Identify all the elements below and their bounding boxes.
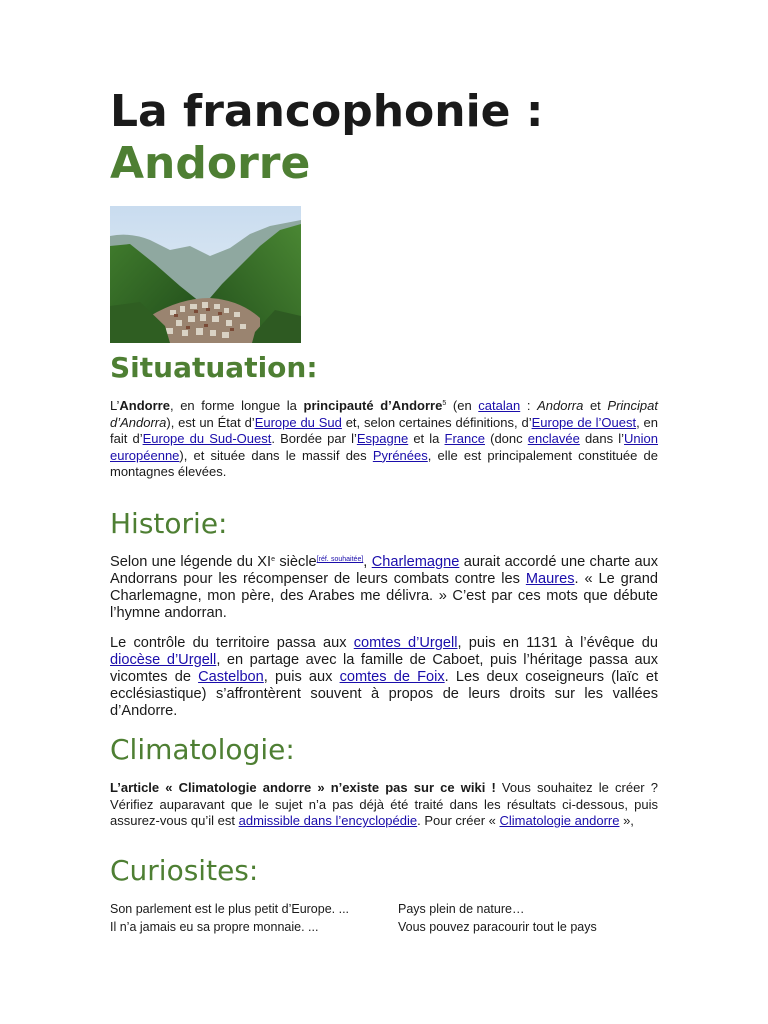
list-item: Pays plein de nature…	[398, 902, 525, 916]
list-item: Son parlement est le plus petit d’Europe. ...	[110, 902, 350, 916]
ref-souhaitee-link[interactable]: [réf. souhaitée]	[316, 556, 364, 563]
title-line-1: La francophonie :	[110, 86, 544, 137]
link-maures[interactable]: Maures	[525, 571, 575, 587]
link-enclavee[interactable]: enclavée	[527, 431, 580, 446]
principaute-bold: principauté d’Andorre	[303, 398, 443, 413]
link-diocese-d-urgell[interactable]: diocèse d’Urgell	[110, 652, 217, 668]
historie-paragraph-1: Selon une légende du XIe siècle[réf. souhaitée], Charlemagne aurait accordé une charte aux Andorrans pour les récompenser de leurs combats contre les Maures. « Le grand Charlemagne, mon père, des Arabes me délivra. » C’est par ces mots que débute l’hymne andorran.	[110, 554, 659, 621]
footnote-ref[interactable]: 5	[442, 400, 447, 407]
link-admissible-encyclopedie[interactable]: admissible dans l’encyclopédie	[238, 813, 418, 828]
section-heading-climatologie: Climatologie:	[110, 733, 295, 766]
link-europe-du-sud[interactable]: Europe du Sud	[254, 414, 342, 430]
link-union-europeenne[interactable]: Union européenne	[110, 431, 659, 463]
situation-paragraph: L’Andorre, en forme longue la principauté d’Andorre$^5$ (en catalan : Andorra et Principat d’Andorra), est un État d’Europe du Sud et, selon certaines définitions, d’Europe de l’Ouest, en fait d’Europe du Sud-Ouest. Bordée par l’Espagne et la France (donc enclavée dans l’Union européenne), et située dans le massif des Pyrénées, elle est principalement constituée de montagnes élevées.	[110, 398, 659, 479]
link-comtes-d-urgell[interactable]: comtes d’Urgell	[353, 635, 458, 651]
title-line-2: Andorre	[110, 138, 311, 189]
curiosites-columns	[110, 900, 658, 936]
andorre-bold: Andorre	[119, 398, 170, 413]
link-europe-de-l-ouest[interactable]: Europe de l’Ouest	[531, 414, 637, 430]
link-europe-du-sud-ouest[interactable]: Europe du Sud-Ouest	[142, 431, 272, 446]
section-heading-situation: Situatuation:	[110, 351, 318, 384]
section-heading-curiosites: Curiosites:	[110, 854, 259, 887]
link-castelbon[interactable]: Castelbon	[198, 669, 264, 685]
link-charlemagne[interactable]: Charlemagne	[371, 554, 460, 570]
link-catalan[interactable]: catalan	[478, 398, 521, 413]
link-pyrenees[interactable]: Pyrénées	[372, 447, 428, 463]
historie-paragraph-2: Le contrôle du territoire passa aux comtes d’Urgell, puis en 1131 à l’évêque du diocèse d’Urgell, en partage avec la famille de Caboet, puis l’héritage passa aux vicomtes de Castelbon, puis aux comtes de Foix. Les deux coseigneurs (laïc et ecclésiastique) s’affrontèrent souvent à propos de leurs droits sur les vallées d’Andorre.	[110, 635, 658, 719]
link-espagne[interactable]: Espagne	[356, 431, 409, 446]
page-title	[110, 86, 670, 190]
article-missing-notice: L’article « Climatologie andorre » n’existe pas sur ce wiki !	[110, 780, 496, 795]
andorra-valley-photo	[110, 206, 301, 343]
link-comtes-de-foix[interactable]: comtes de Foix	[339, 669, 445, 685]
climatologie-paragraph: L’article « Climatologie andorre » n’existe pas sur ce wiki ! Vous souhaitez le créer ? Vérifiez auparavant que le sujet n’a pas déjà été traité dans les résultats ci-dessous, puis assurez-vous qu’il est admissible dans l’encyclopédie. Pour créer « Climatologie andorre »,	[110, 780, 658, 828]
curiosites-right-column	[398, 900, 658, 936]
curiosites-left-column	[110, 900, 398, 936]
list-item: Vous pouvez paracourir tout le pays	[398, 920, 597, 934]
link-climatologie-andorre[interactable]: Climatologie andorre	[499, 813, 620, 828]
list-item: Il n’a jamais eu sa propre monnaie. ...	[110, 920, 319, 934]
link-france[interactable]: France	[444, 431, 485, 446]
section-heading-historie: Historie:	[110, 507, 228, 540]
